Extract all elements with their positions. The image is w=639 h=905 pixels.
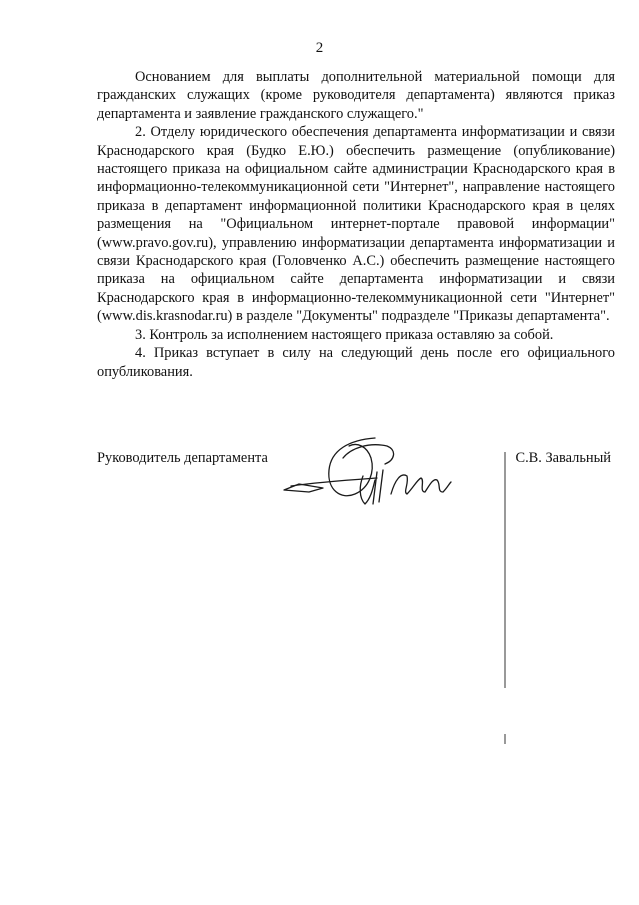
paragraph-item-3: 3. Контроль за исполнением настоящего приказа оставляю за собой. [135,326,554,343]
paragraph-item-2: 2. Отделу юридического обеспечения департамента информатизации и связи Краснодарского края (Будко Е.Ю.) обеспечить размещение (опубликование) настоящего приказа на официальном сайте администрации Краснодарского края в информационно-телекоммуникационной сети "Интернет", направление настоящего приказа в департамент информационной политики Краснодарского края в целях размещения на "Официальном интернет-портале правовой информации" (www.pravo.gov.ru), управлению информатизации департамента информатизации и связи Краснодарского края (Головченко А.С.) обеспечить размещение настоящего приказа на официальном сайте департамента информатизации и связи Краснодарского края в информационно-телекоммуникационной сети "Интернет" (www.dis.krasnodar.ru) в разделе "Документы" подразделе "Приказы департамента". [97,124,615,325]
page-number: 2 [315,40,324,56]
signature-block [97,450,615,510]
document-body [97,68,615,381]
margin-line [503,452,509,752]
signer-name: С.В. Завальный [515,450,611,466]
handwritten-signature [279,428,459,516]
signer-position: Руководитель департамента [97,450,268,466]
paragraph-basis: Основанием для выплаты дополнительной материальной помощи для гражданских служащих (кроме руководителя департамента) являются приказ департамента и заявление гражданского служащего." [97,69,615,122]
paragraph-item-4: 4. Приказ вступает в силу на следующий день после его официального опубликования. [97,345,615,380]
